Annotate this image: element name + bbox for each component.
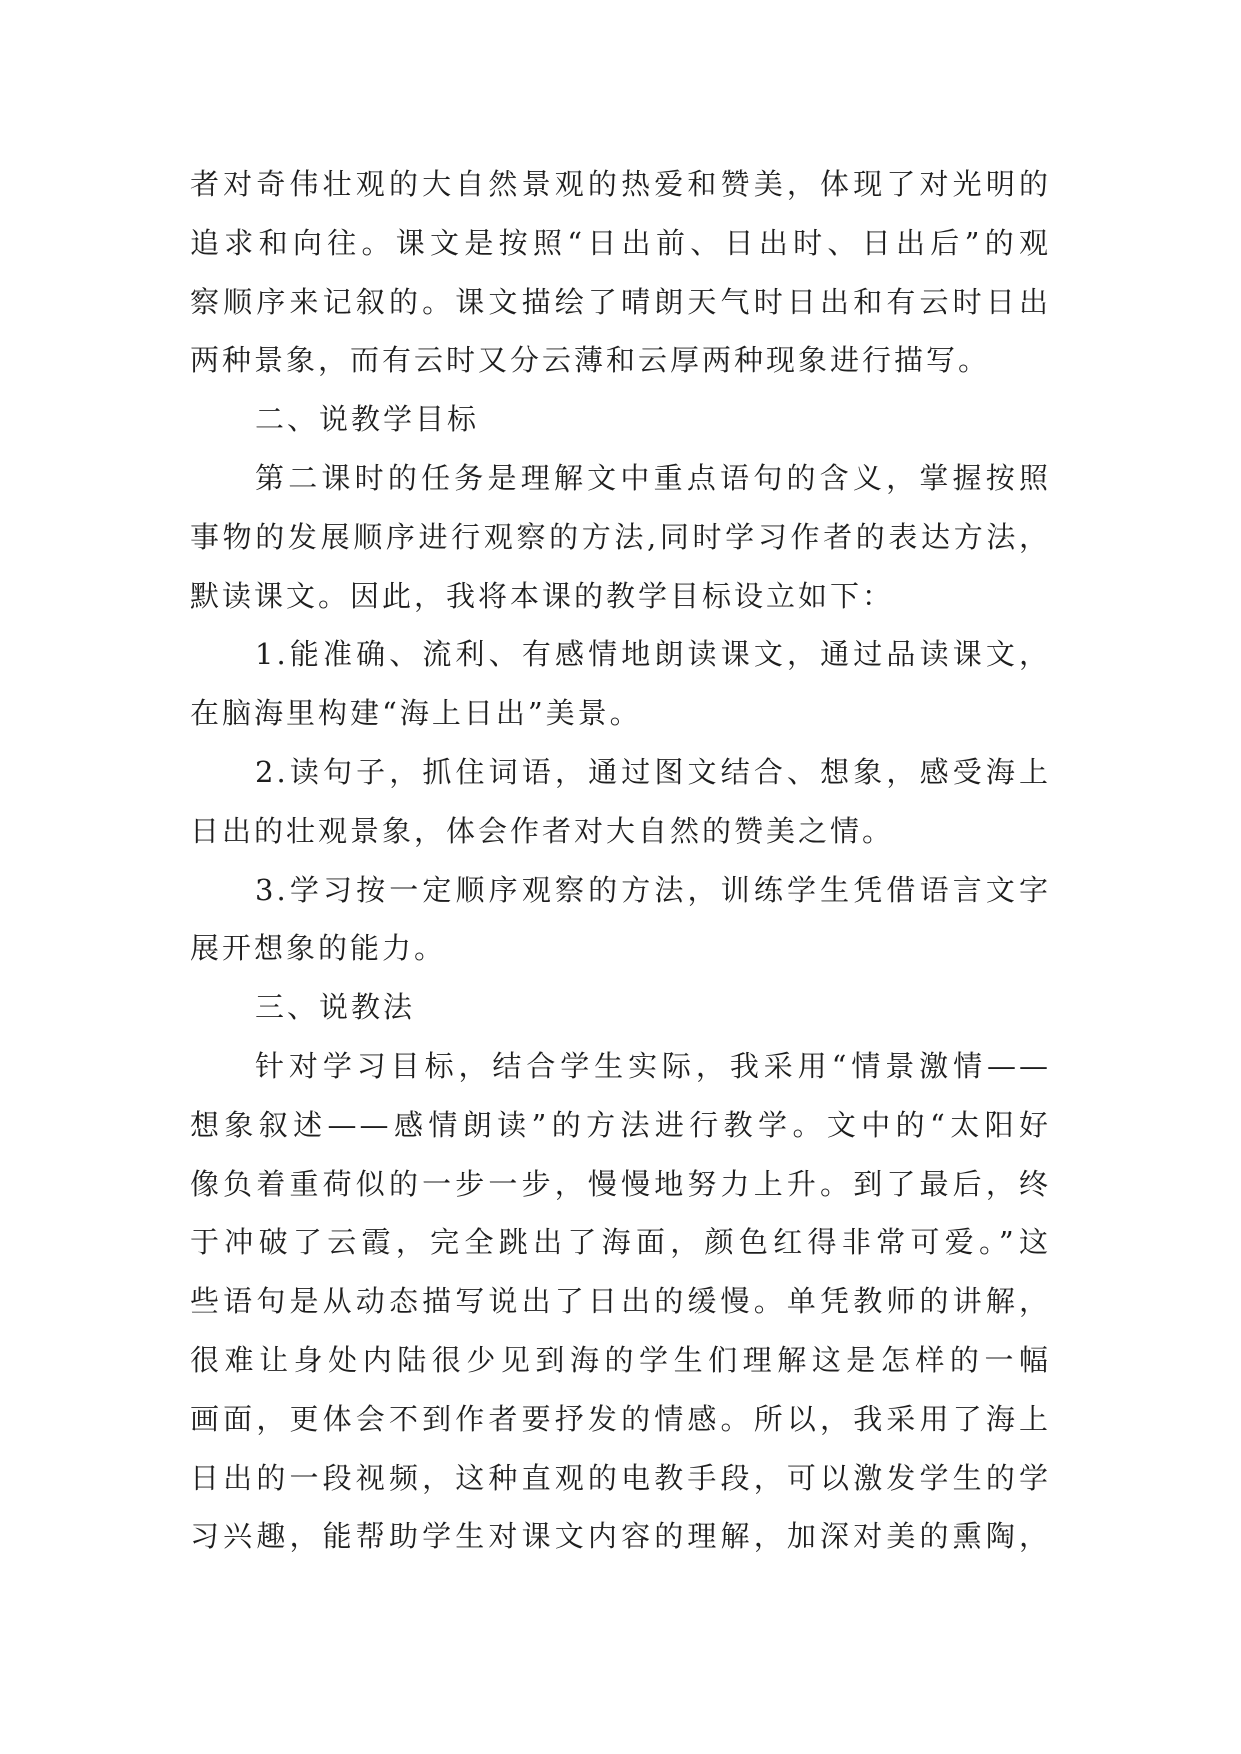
section-teaching-methods — [190, 978, 1051, 1566]
text-line: 像负着重荷似的一步一步，慢慢地努力上升。到了最后，终 — [190, 1166, 1051, 1201]
objective-item — [190, 743, 1051, 861]
text-line: 1.能准确、流利、有感情地朗读课文，通过品读课文， — [255, 637, 1051, 672]
text-line: 想象叙述——感情朗读”的方法进行教学。文中的“太阳好 — [190, 1107, 1051, 1142]
text-line: 于冲破了云霞，完全跳出了海面，颜色红得非常可爱。”这 — [190, 1225, 1051, 1260]
text-line: 第二课时的任务是理解文中重点语句的含义，掌握按照 — [255, 460, 1051, 495]
section-heading: 二、说教学目标 — [255, 402, 480, 437]
text-line: 察顺序来记叙的。课文描绘了晴朗天气时日出和有云时日出 — [190, 284, 1051, 319]
text-line: 展开想象的能力。 — [190, 931, 447, 966]
text-line: 很难让身处内陆很少见到海的学生们理解这是怎样的一幅 — [190, 1342, 1051, 1377]
text-line: 3.学习按一定顺序观察的方法，训练学生凭借语言文字 — [255, 872, 1051, 907]
text-line: 日出的壮观景象，体会作者对大自然的赞美之情。 — [190, 813, 895, 848]
objective-item — [190, 861, 1051, 979]
text-line: 默读课文。因此，我将本课的教学目标设立如下： — [190, 578, 895, 613]
paragraph — [190, 1037, 1051, 1566]
text-line: 画面，更体会不到作者要抒发的情感。所以，我采用了海上 — [190, 1401, 1051, 1436]
text-line: 针对学习目标，结合学生实际，我采用“情景激情—— — [255, 1048, 1051, 1083]
text-line: 事物的发展顺序进行观察的方法,同时学习作者的表达方法， — [190, 519, 1051, 554]
text-line: 者对奇伟壮观的大自然景观的热爱和赞美，体现了对光明的 — [190, 167, 1051, 201]
text-line: 习兴趣，能帮助学生对课文内容的理解，加深对美的熏陶， — [190, 1519, 1051, 1554]
text-line: 两种景象，而有云时又分云薄和云厚两种现象进行描写。 — [190, 343, 991, 378]
text-line: 追求和向往。课文是按照“日出前、日出时、日出后”的观 — [190, 225, 1051, 260]
text-line: 在脑海里构建“海上日出”美景。 — [190, 696, 642, 731]
text-line: 2.读句子，抓住词语，通过图文结合、想象，感受海上 — [255, 754, 1051, 789]
continued-paragraph — [190, 155, 1051, 390]
text-line: 些语句是从动态描写说出了日出的缓慢。单凭教师的讲解， — [190, 1284, 1051, 1319]
text-line: 日出的一段视频，这种直观的电教手段，可以激发学生的学 — [190, 1460, 1051, 1495]
paragraph — [190, 449, 1051, 625]
document-body — [190, 155, 1051, 1566]
objective-item — [190, 625, 1051, 743]
section-teaching-objectives — [190, 390, 1051, 978]
section-heading: 三、说教法 — [255, 990, 416, 1025]
